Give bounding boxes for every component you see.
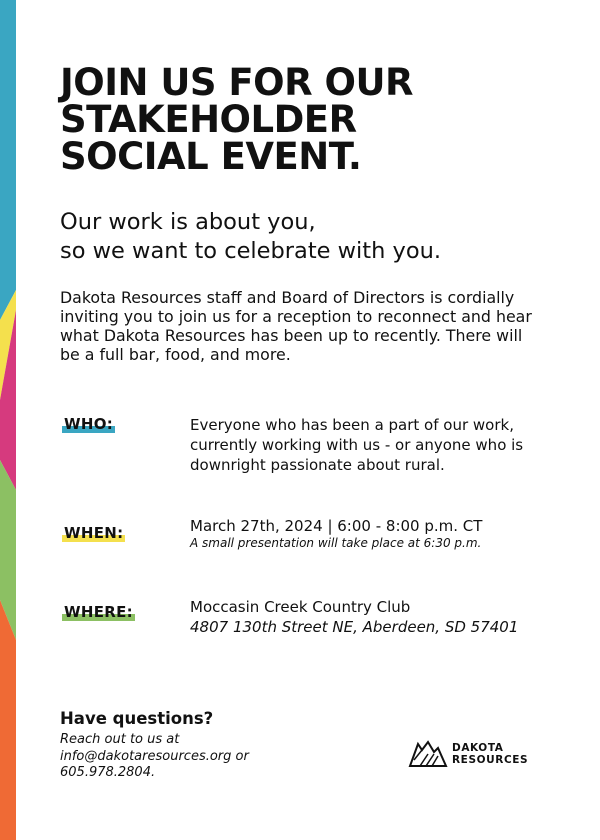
logo-line-1: DAKOTA [452, 742, 504, 754]
logo-line-2: RESOURCES [452, 754, 529, 766]
logo-wordmark [452, 742, 528, 766]
event-date-time: March 27th, 2024 | 6:00 - 8:00 p.m. CT [190, 517, 483, 535]
color-stripe [0, 0, 16, 840]
where-label-text: WHERE: [64, 603, 133, 621]
who-detail: Everyone who has been a part of our work, currently working with us - or anyone who is downright passionate about rural. [190, 416, 524, 474]
contact-info: Reach out to us at info@dakotaresources.org or 605.978.2804. [60, 732, 249, 780]
venue-name: Moccasin Creek Country Club [190, 598, 411, 616]
venue-address: 4807 130th Street NE, Aberdeen, SD 57401 [190, 618, 519, 636]
presentation-note: A small presentation will take place at 6:30 p.m. [190, 536, 482, 550]
where-detail [190, 597, 520, 637]
logo-mark-icon [408, 740, 448, 768]
headline-line-3: SOCIAL EVENT. [60, 135, 362, 178]
intro-paragraph: Dakota Resources staff and Board of Directors is cordially inviting you to join us for a reception to reconnect and hear what Dakota Resources has been up to recently. There will be a full bar, food, and more. [60, 288, 532, 364]
subheading [60, 208, 540, 266]
who-label-text: WHO: [64, 415, 114, 433]
who-label [62, 415, 115, 433]
when-label [62, 524, 125, 542]
when-label-text: WHEN: [64, 524, 124, 542]
headline-line-1: JOIN US FOR OUR [60, 61, 413, 104]
dakota-resources-logo [408, 740, 538, 768]
where-label [62, 603, 135, 621]
questions-heading: Have questions? [60, 709, 214, 728]
subhead-line-2: so we want to celebrate with you. [60, 238, 442, 264]
when-detail [190, 516, 550, 550]
event-headline [60, 61, 520, 178]
subhead-line-1: Our work is about you, [60, 209, 316, 235]
headline-line-2: STAKEHOLDER [60, 98, 357, 141]
